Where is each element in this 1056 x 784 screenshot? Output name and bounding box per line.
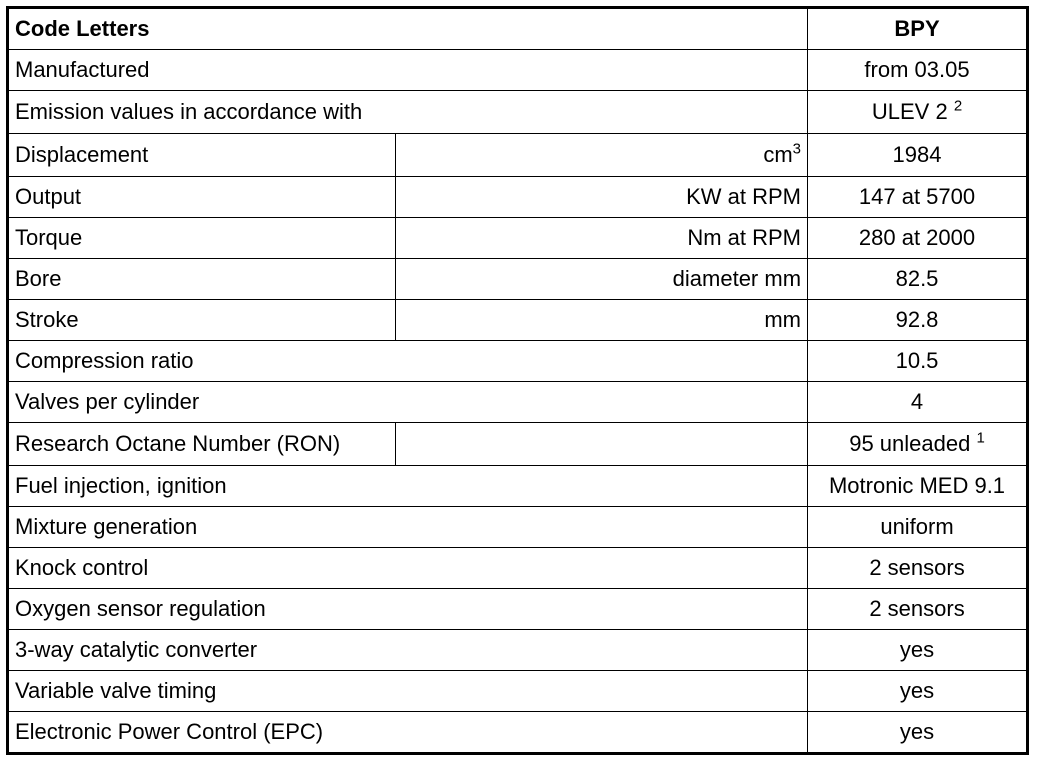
- row-label: Output: [8, 177, 396, 218]
- row-value: yes: [808, 712, 1028, 754]
- row-label: Displacement: [8, 134, 396, 177]
- row-label: Electronic Power Control (EPC): [8, 712, 808, 754]
- table-row: [8, 548, 1028, 589]
- header-value: BPY: [808, 8, 1028, 50]
- row-unit: Nm at RPM: [396, 218, 808, 259]
- row-unit: [396, 423, 808, 466]
- row-label: Knock control: [8, 548, 808, 589]
- row-label: Stroke: [8, 300, 396, 341]
- footnote-ref: 1: [976, 429, 985, 447]
- row-value: 4: [808, 382, 1028, 423]
- table-row: [8, 712, 1028, 754]
- row-label: Bore: [8, 259, 396, 300]
- unit-superscript: 3: [792, 140, 802, 158]
- table-row: [8, 50, 1028, 91]
- table-row: [8, 466, 1028, 507]
- table-row: [8, 134, 1028, 177]
- row-value: 10.5: [808, 341, 1028, 382]
- row-value: [808, 423, 1028, 466]
- table-row: [8, 300, 1028, 341]
- row-value: 147 at 5700: [808, 177, 1028, 218]
- value-text: 95 unleaded: [849, 431, 971, 456]
- row-unit: mm: [396, 300, 808, 341]
- row-value: 280 at 2000: [808, 218, 1028, 259]
- header-label: Code Letters: [8, 8, 808, 50]
- row-value: yes: [808, 630, 1028, 671]
- table-row: [8, 91, 1028, 134]
- row-label: Fuel injection, ignition: [8, 466, 808, 507]
- row-value: 2 sensors: [808, 548, 1028, 589]
- row-value: uniform: [808, 507, 1028, 548]
- row-value: 82.5: [808, 259, 1028, 300]
- row-label: Variable valve timing: [8, 671, 808, 712]
- row-label: Oxygen sensor regulation: [8, 589, 808, 630]
- table-row: [8, 507, 1028, 548]
- row-label: Valves per cylinder: [8, 382, 808, 423]
- row-value: [808, 91, 1028, 134]
- header-row: [8, 8, 1028, 50]
- table-row: [8, 259, 1028, 300]
- table-row: [8, 177, 1028, 218]
- engine-spec-table: [6, 6, 1029, 755]
- row-value: 1984: [808, 134, 1028, 177]
- table-row: [8, 423, 1028, 466]
- table-row: [8, 341, 1028, 382]
- table-row: [8, 382, 1028, 423]
- unit-text: cm: [763, 142, 793, 167]
- table-row: [8, 589, 1028, 630]
- table-row: [8, 630, 1028, 671]
- row-label: Emission values in accordance with: [8, 91, 808, 134]
- row-value: [808, 50, 1028, 91]
- row-value: 2 sensors: [808, 589, 1028, 630]
- table-row: [8, 218, 1028, 259]
- row-unit: diameter mm: [396, 259, 808, 300]
- table-row: [8, 671, 1028, 712]
- row-label: Manufactured: [8, 50, 808, 91]
- value-text: ULEV 2: [871, 99, 948, 124]
- row-label: 3-way catalytic converter: [8, 630, 808, 671]
- row-unit: [396, 134, 808, 177]
- row-label: Compression ratio: [8, 341, 808, 382]
- row-label: Torque: [8, 218, 396, 259]
- value-text: from 03.05: [864, 57, 970, 82]
- row-unit: KW at RPM: [396, 177, 808, 218]
- row-value: 92.8: [808, 300, 1028, 341]
- row-value: yes: [808, 671, 1028, 712]
- row-value: Motronic MED 9.1: [808, 466, 1028, 507]
- footnote-ref: 2: [953, 97, 963, 115]
- row-label: Research Octane Number (RON): [8, 423, 396, 466]
- row-label: Mixture generation: [8, 507, 808, 548]
